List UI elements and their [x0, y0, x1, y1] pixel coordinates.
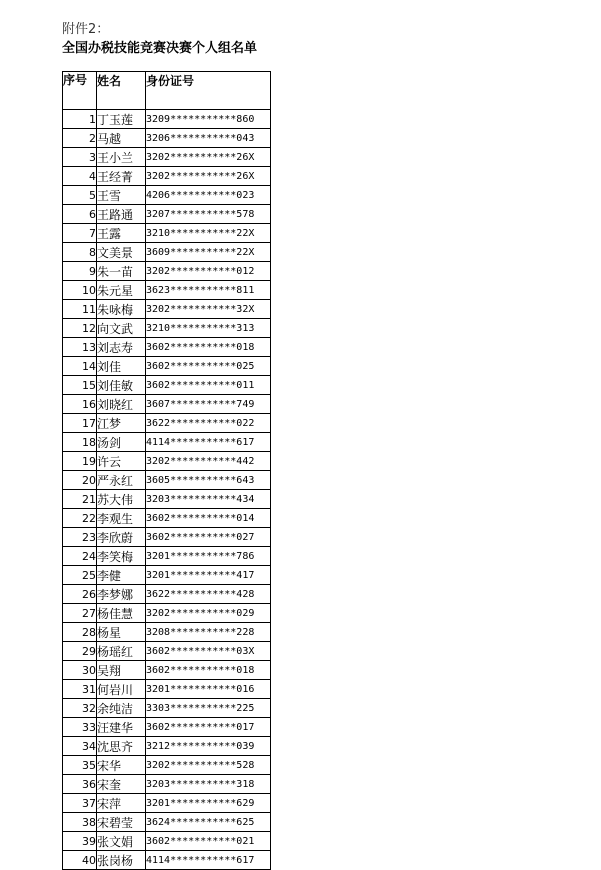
table-row	[63, 718, 271, 737]
row-id-number: 3206***********043	[146, 129, 271, 148]
row-id-number: 3202***********029	[146, 604, 271, 623]
row-name: 王雪	[97, 186, 146, 205]
table-row	[63, 376, 271, 395]
header-no: 序号	[63, 72, 97, 110]
row-name: 王路通	[97, 205, 146, 224]
row-name: 文美景	[97, 243, 146, 262]
row-number: 37	[63, 794, 97, 813]
table-row	[63, 338, 271, 357]
attachment-label: 附件2：	[62, 22, 110, 37]
row-name: 宋萍	[97, 794, 146, 813]
row-name: 丁玉莲	[97, 110, 146, 129]
row-name: 严永红	[97, 471, 146, 490]
table-row	[63, 604, 271, 623]
row-name: 马越	[97, 129, 146, 148]
row-id-number: 3624***********625	[146, 813, 271, 832]
row-number: 17	[63, 414, 97, 433]
row-number: 12	[63, 319, 97, 338]
table-row	[63, 414, 271, 433]
row-number: 35	[63, 756, 97, 775]
row-id-number: 3602***********011	[146, 376, 271, 395]
document-title: 全国办税技能竞赛决赛个人组名单	[62, 41, 258, 56]
row-number: 3	[63, 148, 97, 167]
row-id-number: 3602***********018	[146, 338, 271, 357]
row-name: 苏大伟	[97, 490, 146, 509]
row-name: 杨瑶红	[97, 642, 146, 661]
row-name: 王小兰	[97, 148, 146, 167]
row-id-number: 3207***********578	[146, 205, 271, 224]
row-number: 24	[63, 547, 97, 566]
row-name: 李观生	[97, 509, 146, 528]
row-id-number: 3602***********025	[146, 357, 271, 376]
row-name: 沈思齐	[97, 737, 146, 756]
row-name: 吴翔	[97, 661, 146, 680]
row-number: 27	[63, 604, 97, 623]
table-row	[63, 528, 271, 547]
row-name: 杨星	[97, 623, 146, 642]
table-row	[63, 737, 271, 756]
row-number: 18	[63, 433, 97, 452]
row-name: 刘佳	[97, 357, 146, 376]
row-number: 13	[63, 338, 97, 357]
row-number: 33	[63, 718, 97, 737]
row-id-number: 3602***********018	[146, 661, 271, 680]
row-id-number: 3602***********014	[146, 509, 271, 528]
table-row	[63, 262, 271, 281]
row-name: 刘晓红	[97, 395, 146, 414]
row-id-number: 3201***********417	[146, 566, 271, 585]
row-number: 7	[63, 224, 97, 243]
row-id-number: 3202***********442	[146, 452, 271, 471]
row-id-number: 3622***********022	[146, 414, 271, 433]
row-name: 李梦娜	[97, 585, 146, 604]
header-name: 姓名	[97, 72, 146, 110]
row-name: 朱一苗	[97, 262, 146, 281]
row-id-number: 3212***********039	[146, 737, 271, 756]
row-id-number: 3210***********313	[146, 319, 271, 338]
table-row	[63, 680, 271, 699]
table-row	[63, 357, 271, 376]
row-number: 30	[63, 661, 97, 680]
row-id-number: 3203***********434	[146, 490, 271, 509]
row-number: 6	[63, 205, 97, 224]
row-id-number: 3202***********26X	[146, 167, 271, 186]
row-number: 36	[63, 775, 97, 794]
row-number: 1	[63, 110, 97, 129]
table-row	[63, 148, 271, 167]
table-row	[63, 851, 271, 870]
row-number: 19	[63, 452, 97, 471]
table-row	[63, 623, 271, 642]
row-id-number: 4114***********617	[146, 433, 271, 452]
row-id-number: 3303***********225	[146, 699, 271, 718]
row-number: 26	[63, 585, 97, 604]
table-row	[63, 813, 271, 832]
row-number: 39	[63, 832, 97, 851]
row-id-number: 4114***********617	[146, 851, 271, 870]
row-id-number: 4206***********023	[146, 186, 271, 205]
row-name: 刘佳敏	[97, 376, 146, 395]
row-name: 杨佳慧	[97, 604, 146, 623]
row-number: 25	[63, 566, 97, 585]
table-row	[63, 699, 271, 718]
row-name: 宋华	[97, 756, 146, 775]
row-name: 朱咏梅	[97, 300, 146, 319]
table-row	[63, 490, 271, 509]
row-id-number: 3203***********318	[146, 775, 271, 794]
row-name: 王经菁	[97, 167, 146, 186]
table-row	[63, 224, 271, 243]
row-name: 汪建华	[97, 718, 146, 737]
row-number: 23	[63, 528, 97, 547]
row-name: 何岩川	[97, 680, 146, 699]
row-name: 朱元星	[97, 281, 146, 300]
row-id-number: 3623***********811	[146, 281, 271, 300]
table-row	[63, 471, 271, 490]
row-id-number: 3209***********860	[146, 110, 271, 129]
table-row	[63, 566, 271, 585]
row-number: 16	[63, 395, 97, 414]
row-id-number: 3622***********428	[146, 585, 271, 604]
row-name: 张岗杨	[97, 851, 146, 870]
row-name: 李笑梅	[97, 547, 146, 566]
row-number: 34	[63, 737, 97, 756]
row-name: 李健	[97, 566, 146, 585]
row-name: 许云	[97, 452, 146, 471]
row-number: 20	[63, 471, 97, 490]
row-name: 汤剑	[97, 433, 146, 452]
row-number: 8	[63, 243, 97, 262]
row-number: 9	[63, 262, 97, 281]
row-id-number: 3201***********629	[146, 794, 271, 813]
row-number: 38	[63, 813, 97, 832]
row-id-number: 3607***********749	[146, 395, 271, 414]
row-number: 29	[63, 642, 97, 661]
table-row	[63, 775, 271, 794]
row-id-number: 3602***********017	[146, 718, 271, 737]
table-row	[63, 547, 271, 566]
row-name: 江梦	[97, 414, 146, 433]
table-row	[63, 281, 271, 300]
table-row	[63, 832, 271, 851]
row-number: 31	[63, 680, 97, 699]
table-row	[63, 243, 271, 262]
table-row	[63, 661, 271, 680]
row-number: 11	[63, 300, 97, 319]
roster-table	[62, 71, 271, 870]
row-number: 32	[63, 699, 97, 718]
roster-body	[63, 110, 271, 870]
row-number: 22	[63, 509, 97, 528]
row-number: 28	[63, 623, 97, 642]
table-row	[63, 452, 271, 471]
table-row	[63, 433, 271, 452]
row-name: 余纯洁	[97, 699, 146, 718]
row-id-number: 3202***********528	[146, 756, 271, 775]
table-row	[63, 585, 271, 604]
row-id-number: 3202***********012	[146, 262, 271, 281]
row-number: 14	[63, 357, 97, 376]
table-row	[63, 319, 271, 338]
table-row	[63, 794, 271, 813]
row-number: 21	[63, 490, 97, 509]
header-id: 身份证号	[146, 72, 271, 110]
table-row	[63, 167, 271, 186]
row-id-number: 3602***********03X	[146, 642, 271, 661]
row-id-number: 3210***********22X	[146, 224, 271, 243]
row-name: 向文武	[97, 319, 146, 338]
table-row	[63, 509, 271, 528]
row-id-number: 3605***********643	[146, 471, 271, 490]
table-row	[63, 186, 271, 205]
row-id-number: 3202***********26X	[146, 148, 271, 167]
row-id-number: 3202***********32X	[146, 300, 271, 319]
table-row	[63, 110, 271, 129]
table-row	[63, 395, 271, 414]
table-row	[63, 129, 271, 148]
row-id-number: 3208***********228	[146, 623, 271, 642]
table-row	[63, 756, 271, 775]
row-number: 40	[63, 851, 97, 870]
row-id-number: 3602***********027	[146, 528, 271, 547]
table-header-row	[63, 72, 271, 110]
row-id-number: 3201***********786	[146, 547, 271, 566]
row-id-number: 3201***********016	[146, 680, 271, 699]
table-row	[63, 205, 271, 224]
row-name: 宋碧莹	[97, 813, 146, 832]
row-number: 5	[63, 186, 97, 205]
row-number: 15	[63, 376, 97, 395]
row-id-number: 3609***********22X	[146, 243, 271, 262]
row-name: 刘志寿	[97, 338, 146, 357]
row-number: 10	[63, 281, 97, 300]
row-name: 宋奎	[97, 775, 146, 794]
row-number: 2	[63, 129, 97, 148]
row-name: 李欣蔚	[97, 528, 146, 547]
row-id-number: 3602***********021	[146, 832, 271, 851]
table-row	[63, 300, 271, 319]
row-name: 张文娟	[97, 832, 146, 851]
row-name: 王露	[97, 224, 146, 243]
table-row	[63, 642, 271, 661]
row-number: 4	[63, 167, 97, 186]
